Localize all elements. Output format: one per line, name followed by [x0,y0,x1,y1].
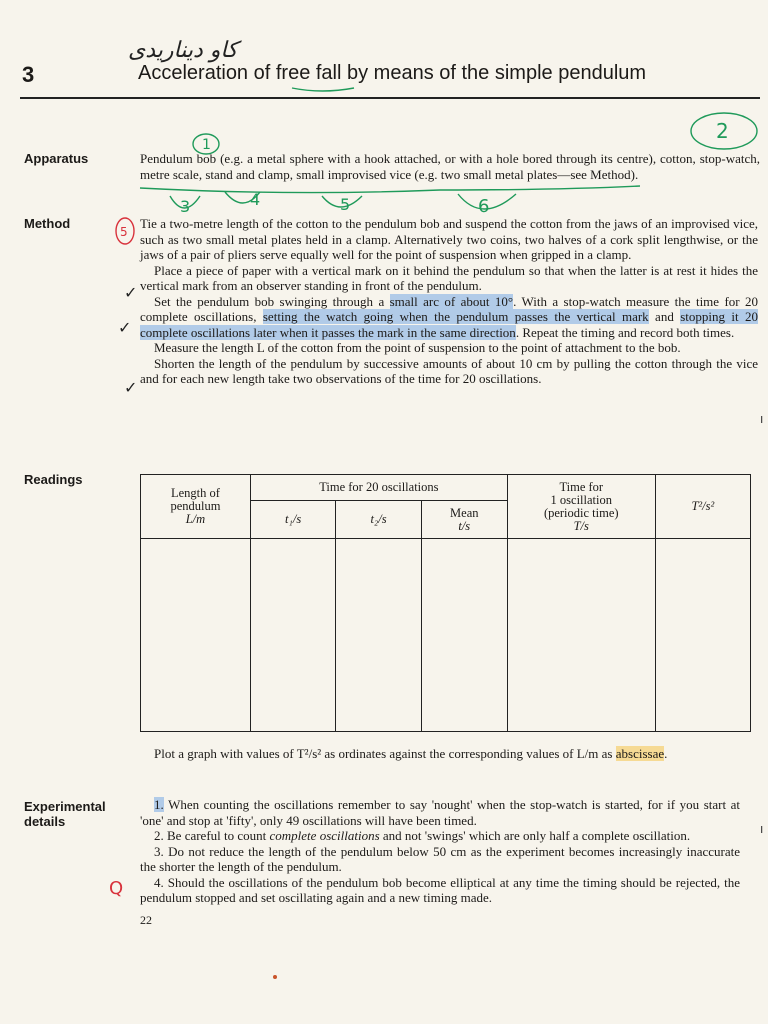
cell-t2-empty [336,539,421,732]
readings-heading: Readings [24,472,83,487]
readings-table [140,474,751,732]
header-period: Time for 1 oscillation (periodic time) T/s [507,475,655,539]
apparatus-heading: Apparatus [24,151,89,166]
method-text [140,216,758,387]
handwritten-note: کاو دیناریدی [128,38,238,63]
page-number: 22 [140,913,152,927]
cell-mean-empty [421,539,507,732]
annotation-2: 2 [716,119,729,143]
title-rule [20,97,760,99]
cell-t1-empty [250,539,335,732]
header-mean: Mean t/s [421,501,507,539]
method-paragraph-3: Set the pendulum bob swinging through a small arc of about 10°. With a stop-watch measure the time for 20 complete oscillations, setting the watch going when the pendulum passes the vertical mark and stopping it 20 complete oscillations later when it passes the mark in the same direction. Repeat the timing and record both times. [140,293,758,340]
experimental-text [140,797,740,906]
cell-period-empty [507,539,655,732]
arc-4-mark [225,192,260,203]
apparatus-paragraph: Pendulum bob (e.g. a metal sphere with a hook attached, or with a hole bored through its centre), cotton, stop-watch, metre scale, stand and clamp, small improvised vice (e.g. two small metal plates—see Method). [140,151,760,182]
header-time20: Time for 20 oscillations [250,475,507,501]
highlight-abscissae: abscissae [615,746,665,761]
arc-3-mark [170,196,200,208]
method-paragraph-2: Place a piece of paper with a vertical mark on it behind the pendulum so that when the latter is at rest it hides the vertical mark from an observer standing in front of the pendulum. [140,262,758,293]
circle-2-mark [691,113,757,149]
margin-mark: ı [760,412,764,426]
cell-tsq-empty [655,539,750,732]
header-tsq: T²/s² [655,475,750,539]
underline-stroke [140,186,640,193]
annotation-red-5: 5 [120,225,128,239]
check-mark-1: ✓ [124,283,138,302]
arc-6-mark [458,194,516,209]
method-heading: Method [24,216,71,231]
header-length: Length of pendulum L/m [141,475,251,539]
chapter-number: 3 [22,62,35,87]
arc-5-mark [322,196,362,207]
margin-mark-2: ı [760,822,764,836]
annotation-4: 4 [250,190,261,209]
method-paragraph-5: Shorten the length of the pendulum by successive amounts of about 10 cm by pulling the cotton through the vice and for each new length take two observations of the time for 20 oscillations. [140,355,758,386]
header-t2: t₂/s [336,501,421,539]
detail-4: 4. Should the oscillations of the pendulum bob become elliptical at any time the timing should be rejected, the pendulum stopped and set oscillating again and a new timing made. [140,874,741,905]
highlight-arc: small arc of about 10° [389,293,514,309]
annotation-5: 5 [340,195,351,214]
header-t1: t₁/s [250,501,335,539]
check-mark-2: ✓ [118,318,132,337]
apparatus-text [140,151,760,182]
check-mark-3: ✓ [124,378,138,397]
cell-length-empty [141,539,251,732]
detail-1: 1. When counting the oscillations remember to say 'nought' when the stop-watch is started, for if you start at 'one' and stop at 'fifty', only 49 oscillations will have been timed. [140,797,741,828]
annotation-1: 1 [202,137,211,153]
annotation-3: 3 [180,197,191,216]
chapter-title: Acceleration of free fall by means of the simple pendulum [138,62,647,84]
detail-2: 2. Be careful to count complete oscillations and not 'swings' which are only half a complete oscillation. [154,828,691,843]
detail-3: 3. Do not reduce the length of the pendulum below 50 cm as the experiment becomes increasingly inaccurate the shorter the length of the pendulum. [140,843,740,874]
experimental-heading: Experimental details [24,799,106,829]
method-paragraph-1: Tie a two-metre length of the cotton to the pendulum bob and suspend the cotton from the jaws of an improvised vice, such as two small metal plates held in a clamp. Alternatively two coins, two halves of a cork split lengthwise, or the jaws of a pair of pliers serve equally well for the point of suspension when gripped in a clamp. [140,216,758,262]
highlight-start: setting the watch going when the pendulum passes the vertical mark [262,309,649,324]
method-paragraph-4: Measure the length L of the cotton from the point of suspension to the point of attachment to the bob. [154,340,681,355]
red-circle [116,218,134,244]
underline-free [292,88,354,91]
annotation-q: Q [109,878,124,899]
ink-dot [273,975,277,979]
plot-instruction: Plot a graph with values of T²/s² as ordinates against the corresponding values of L/m as abscissae. [154,746,668,761]
highlight-stop: stopping it 20 complete oscillations later when it passes the mark in the same direction [140,309,758,340]
annotation-6: 6 [478,196,490,217]
